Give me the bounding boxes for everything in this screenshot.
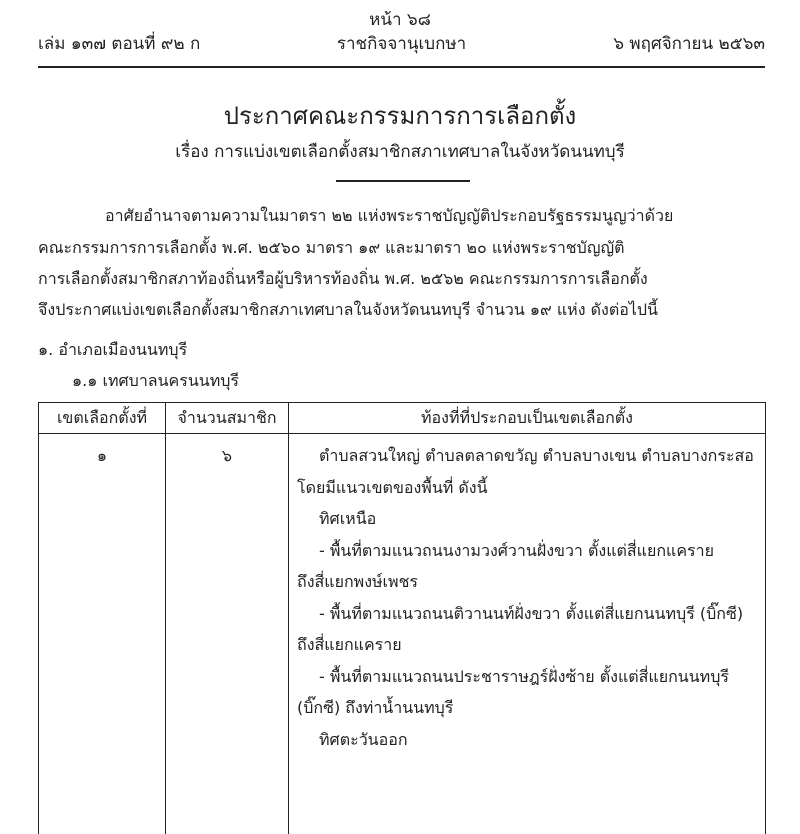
area-description [289, 434, 766, 834]
area-line: ตำบลสวนใหญ่ ตำบลตลาดขวัญ ตำบลบางเขน ตำบลบางกระสอ [319, 446, 754, 465]
header-district: เขตเลือกตั้งที่ [39, 403, 166, 434]
area-line: โดยมีแนวเขตของพื้นที่ ดังนี้ [297, 477, 488, 497]
header-area: ท้องที่ที่ประกอบเป็นเขตเลือกตั้ง [289, 403, 766, 434]
header-members: จำนวนสมาชิก [166, 403, 289, 434]
area-line: - พื้นที่ตามแนวถนนงามวงศ์วานฝั่งขวา ตั้งแต่สี่แยกแคราย [319, 540, 715, 560]
districts-table [38, 402, 766, 834]
publication-date: ๖ พฤศจิกายน ๒๕๖๓ [613, 34, 765, 54]
area-line: ทิศเหนือ [319, 509, 377, 528]
area-line: (บิ๊กซี) ถึงท่าน้ำนนทบุรี [297, 698, 454, 717]
area-line: ถึงสี่แยกพงษ์เพชร [297, 572, 419, 591]
volume-issue: เล่ม ๑๓๗ ตอนที่ ๙๒ ก [38, 34, 201, 54]
page-number: หน้า ๖๘ [369, 10, 431, 30]
title-divider [336, 180, 470, 182]
area-line: ทิศตะวันออก [319, 729, 408, 749]
area-line: ถึงสี่แยกแคราย [297, 635, 402, 654]
table-header-row [39, 403, 766, 434]
section-heading: ๑. อำเภอเมืองนนทบุรี [38, 340, 188, 359]
header-rule [38, 66, 765, 68]
area-line: - พื้นที่ตามแนวถนนติวานนท์ฝั่งขวา ตั้งแต่สี่แยกนนทบุรี (บิ๊กซี) [319, 603, 744, 623]
paragraph-line: การเลือกตั้งสมาชิกสภาท้องถิ่นหรือผู้บริหารท้องถิ่น พ.ศ. ๒๕๖๒ คณะกรรมการการเลือกตั้ง [38, 269, 648, 288]
gazette-header [38, 30, 765, 57]
page-title: ประกาศคณะกรรมการการเลือกตั้ง [223, 102, 577, 130]
paragraph-line: จึงประกาศแบ่งเขตเลือกตั้งสมาชิกสภาเทศบาลในจังหวัดนนทบุรี จำนวน ๑๙ แห่ง ดังต่อไปนี้ [38, 300, 658, 319]
member-count: ๖ [166, 434, 289, 834]
paragraph-line: คณะกรรมการการเลือกตั้ง พ.ศ. ๒๕๖๐ มาตรา ๑๙ และมาตรา ๒๐ แห่งพระราชบัญญัติ [38, 238, 625, 257]
paragraph-line: อาศัยอำนาจตามความในมาตรา ๒๒ แห่งพระราชบัญญัติประกอบรัฐธรรมนูญว่าด้วย [105, 206, 674, 225]
publication-name: ราชกิจจานุเบกษา [336, 34, 467, 54]
subsection-heading: ๑.๑ เทศบาลนครนนทบุรี [72, 371, 240, 390]
area-line: - พื้นที่ตามแนวถนนประชาราษฎร์ฝั่งซ้าย ตั้งแต่สี่แยกนนทบุรี [319, 666, 729, 686]
table-row [39, 434, 766, 834]
district-number: ๑ [39, 434, 166, 834]
subject-line: เรื่อง การแบ่งเขตเลือกตั้งสมาชิกสภาเทศบาลในจังหวัดนนทบุรี [175, 142, 625, 162]
